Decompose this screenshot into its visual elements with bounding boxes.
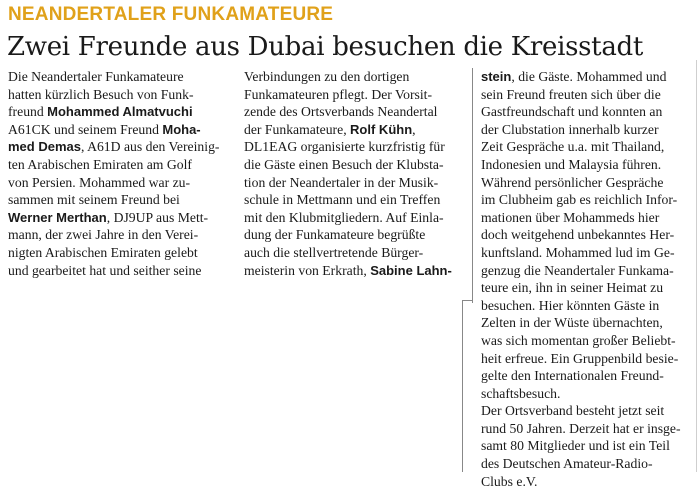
text-line [8,68,237,86]
text-line [481,191,693,209]
text-run: A61CK und seinem Freund [8,121,163,137]
text-line [481,437,693,455]
text-line [481,103,693,121]
text-run: zende des Ortsverbands Neandertal [244,104,438,120]
text-line [481,297,693,315]
article-headline: Zwei Freunde aus Dubai besuchen die Kreisstadt [7,32,644,62]
text-line [481,455,693,473]
text-run: ten Arabischen Emiraten am Golf [8,156,192,172]
article-column-2 [244,68,465,279]
text-line [244,209,465,227]
text-run: doch weitgehend unbekanntes Her- [481,227,675,243]
text-line [8,226,237,244]
text-run: Clubs e.V. [481,473,538,489]
text-line [244,86,465,104]
text-run: hatten kürzlich Besuch von Funk- [8,86,194,102]
person-name: Werner Merthan [8,209,107,225]
text-line [244,68,465,86]
text-run: der Funkamateure, [244,121,351,137]
person-name: Mohammed Almatvuchi [47,104,193,120]
text-line [481,367,693,385]
text-run: Indonesien und Malaysia führen. [481,156,662,172]
text-line [481,226,693,244]
person-name: stein [481,69,512,84]
column-divider-lower [462,300,463,472]
column-divider-step [462,300,473,301]
text-line [244,121,465,139]
text-run: , A61D aus den Vereinig- [80,139,220,155]
text-run: von Persien. Mohammed war zu- [8,174,191,190]
text-line [481,262,693,280]
text-run: heit erfreue. Ein Gruppenbild besie- [481,350,679,366]
text-run: rund 50 Jahren. Derzeit hat er insge- [481,420,681,436]
text-line [8,174,237,192]
text-run: genzug die Neandertaler Funkama- [481,262,674,278]
text-run: der Clubstation innerhalb kurzer [481,121,659,137]
text-line [481,420,693,438]
text-line [481,86,693,104]
text-line [8,138,237,156]
text-line [244,226,465,244]
text-line [8,191,237,209]
text-line [244,244,465,262]
text-run: samt 80 Mitglieder und ist ein Teil [481,438,670,454]
text-run: teure ein, ihn in seiner Heimat zu [481,280,664,296]
text-line [244,138,465,156]
text-line [481,156,693,174]
text-line [481,350,693,368]
text-run: , [412,121,416,137]
text-run: nigten Arabischen Emiraten gelebt [8,244,198,260]
text-run: schaftsbesuch. [481,385,561,401]
text-run: die Gäste einen Besuch der Klubsta- [244,156,444,172]
text-line [481,385,693,403]
text-line [481,138,693,156]
text-run: Zelten in der Wüste übernachten, [481,315,663,331]
text-run: Zeit Gespräche u.a. mit Thailand, [481,139,665,155]
text-line [8,103,237,121]
column-divider-upper [472,68,473,303]
text-line [481,174,693,192]
text-run: kunftsland. Mohammed lud im Ge- [481,244,675,260]
text-run: mit den Klubmitgliedern. Auf Einla- [244,209,444,225]
text-line [481,314,693,332]
text-line [481,332,693,350]
text-line [8,262,237,280]
text-run: Während persönlicher Gespräche [481,174,664,190]
text-line [481,279,693,297]
text-run: Der Ortsverband besteht jetzt seit [481,403,665,419]
text-line [481,244,693,262]
text-run: freund [8,104,48,120]
person-name: med Demas [8,139,81,155]
text-line [244,174,465,192]
text-line [481,121,693,139]
person-name: Moha- [162,121,201,137]
text-line [481,402,693,420]
text-run: sammen mit seinem Freund bei [8,192,180,208]
text-run: gelte den Internationalen Freund- [481,368,664,384]
text-line [8,86,237,104]
text-run: meisterin von Erkrath, [244,262,371,278]
text-line [8,209,237,227]
text-run: Die Neandertaler Funkamateure [8,69,184,84]
text-run: tion der Neandertaler in der Musik- [244,174,439,190]
text-run: besuchen. Hier könnten Gäste in [481,297,660,313]
text-run: auch die stellvertretende Bürger- [244,244,424,260]
text-run: , die Gäste. Mohammed und [511,69,667,84]
text-line [8,121,237,139]
person-name: Sabine Lahn- [370,262,452,278]
text-line [8,156,237,174]
person-name: Rolf Kühn [350,121,413,137]
text-run: Gastfreundschaft und konnten an [481,104,663,120]
article-column-3 [481,68,693,490]
text-run: was sich momentan großer Beliebt- [481,332,676,348]
text-line [244,262,465,280]
text-line [244,103,465,121]
text-line [244,156,465,174]
article-column-1 [8,68,237,279]
text-run: , DJ9UP aus Mett- [106,209,209,225]
text-run: mationen über Mohammeds hier [481,209,660,225]
text-run: Verbindungen zu den dortigen [244,69,410,84]
text-run: DL1EAG organisierte kurzfristig für [244,139,445,155]
text-run: schule in Mettmann und ein Treffen [244,192,441,208]
text-run: Funkamateuren pflegt. Der Vorsit- [244,86,433,102]
text-line [481,68,693,86]
text-run: des Deutschen Amateur-Radio- [481,456,653,472]
text-run: mann, der zwei Jahre in den Verei- [8,227,199,243]
text-line [244,191,465,209]
text-run: dung der Funkamateure begrüßte [244,227,426,243]
text-line [481,473,693,490]
text-run: und gearbeitet hat und seither seine [8,262,202,278]
text-line [8,244,237,262]
text-run: sein Freund freuten sich über die [481,86,661,102]
text-line [481,209,693,227]
article-kicker: NEANDERTALER FUNKAMATEURE [8,4,334,25]
text-run: im Clubheim gab es reichlich Infor- [481,192,678,208]
page-edge-rule [696,60,697,472]
